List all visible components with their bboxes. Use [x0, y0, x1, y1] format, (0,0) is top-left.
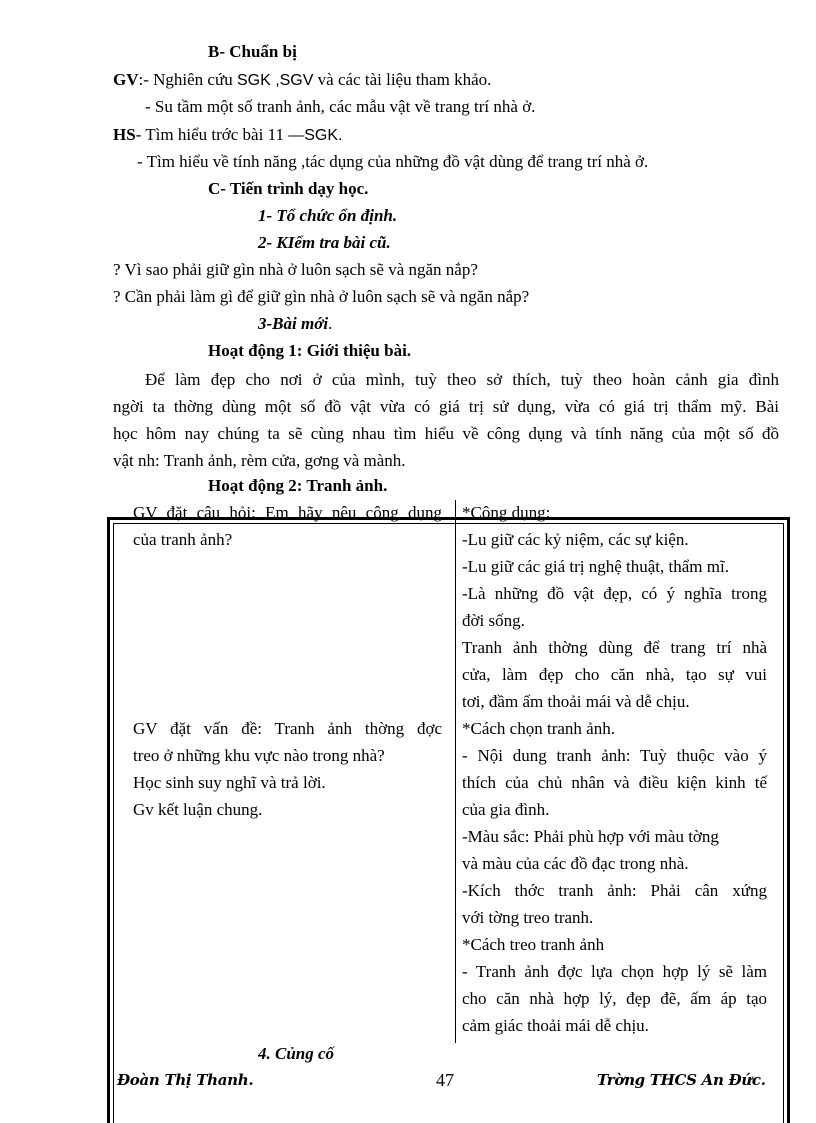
table-right-line: và màu của các đồ đạc trong nhà. [462, 854, 689, 873]
table-left-column [133, 499, 442, 823]
table-right-line: - Nội dung tranh ảnh: Tuỳ thuộc vào ý [462, 746, 767, 765]
hs-label: HS [113, 125, 136, 144]
section-4-heading: 4. Củng cố [258, 1044, 335, 1063]
footer-school: Trờng THCS An Đức. [597, 1071, 766, 1089]
review-question-2: ? Cần phải làm gì để giữ gìn nhà ở luôn sạch sẽ và ngăn nắp? [113, 287, 530, 306]
table-left-line: treo ở những khu vực nào trong nhà? [133, 746, 385, 765]
step-2-heading: 2- KIểm tra bài cũ. [258, 233, 391, 252]
activity-1-paragraph [113, 366, 779, 474]
table-right-line: tơi, đầm ấm thoải mái và dễ chịu. [462, 692, 690, 711]
table-right-line: *Cách treo tranh ảnh [462, 935, 605, 954]
table-right-line: với tờng treo tranh. [462, 908, 594, 927]
step-3-heading: 3-Bài mới. [258, 314, 333, 333]
table-right-line: -Kích thớc tranh ảnh: Phải cân xứng [462, 881, 767, 900]
table-left-line: GV đặt vấn đề: Tranh ảnh thờng đợc [133, 719, 442, 738]
table-right-line: - Tranh ảnh đợc lựa chọn hợp lý sẽ làm [462, 962, 767, 981]
table-right-line: -Lu giữ các giá trị nghệ thuật, thẩm mĩ. [462, 557, 729, 576]
paragraph-line: Để làm đẹp cho nơi ở của mình, tuỳ theo sở thích, tuỳ theo hoàn cảnh gia đình [145, 370, 779, 389]
table-right-line: cho căn nhà hợp lý, đẹp đẽ, ấm áp tạo [462, 989, 767, 1008]
paragraph-line: ngời ta thờng dùng một số đồ vật vừa có giá trị sử dụng, vừa có giá trị thẩm mỹ. Bài [113, 397, 779, 416]
table-right-line: -Màu sắc: Phải phù hợp với màu tờng [462, 827, 719, 846]
gv-prep-line-1: GV:- Nghiên cứu SGK ,SGV và các tài liệu tham khảo. [113, 70, 492, 89]
table-left-line: Gv kết luận chung. [133, 800, 263, 819]
review-question-1: ? Vì sao phải giữ gìn nhà ở luôn sạch sẽ và ngăn nắp? [113, 260, 478, 279]
table-right-line: cảm giác thoải mái dễ chịu. [462, 1016, 649, 1035]
gv-prep-line-2: - Su tầm một số tranh ảnh, các mẫu vật về trang trí nhà ở. [145, 97, 536, 116]
table-right-line: của gia đình. [462, 800, 550, 819]
gv-label: GV [113, 70, 139, 89]
table-left-line: GV đặt câu hỏi: Em hãy nêu công dụng [133, 503, 442, 522]
footer-author: Đoàn Thị Thanh. [117, 1071, 254, 1089]
footer-page-number: 47 [436, 1070, 454, 1090]
hs-prep-line-1: HS- Tìm hiểu trớc bài 11 —SGK. [113, 125, 343, 144]
section-b-heading: B- Chuẩn bị [208, 42, 297, 61]
table-right-line: *Cách chọn tranh ảnh. [462, 719, 615, 738]
table-right-line: -Lu giữ các kỷ niệm, các sự kiện. [462, 530, 689, 549]
paragraph-line: học hôm nay chúng ta sẽ cùng nhau tìm hiểu về công dụng và tính năng của một số đồ [113, 424, 779, 443]
table-right-column [462, 499, 767, 1039]
table-column-divider [455, 500, 456, 1043]
table-right-line: cửa, làm đẹp cho căn nhà, tạo sự vui [462, 665, 767, 684]
table-left-line: Học sinh suy nghĩ và trả lời. [133, 773, 326, 792]
table-right-line: Tranh ảnh thờng dùng để trang trí nhà [462, 638, 767, 657]
section-c-heading: C- Tiến trình dạy học. [208, 179, 369, 198]
table-right-line: thích của chủ nhân và điều kiện kinh tế [462, 773, 767, 792]
table-left-line: của tranh ảnh? [133, 530, 233, 549]
step-1-heading: 1- Tổ chức ổn định. [258, 206, 398, 225]
activity-1-heading: Hoạt động 1: Giới thiệu bài. [208, 341, 412, 360]
activity-2-heading: Hoạt động 2: Tranh ảnh. [208, 476, 388, 495]
hs-prep-line-2: - Tìm hiểu về tính năng ,tác dụng của những đồ vật dùng để trang trí nhà ở. [137, 152, 649, 171]
table-right-line: -Là những đồ vật đẹp, có ý nghĩa trong [462, 584, 767, 603]
table-right-line: đời sống. [462, 611, 525, 630]
paragraph-line: vật nh: Tranh ảnh, rèm cửa, gơng và mành. [113, 451, 406, 470]
table-right-line: *Công dụng: [462, 503, 551, 522]
